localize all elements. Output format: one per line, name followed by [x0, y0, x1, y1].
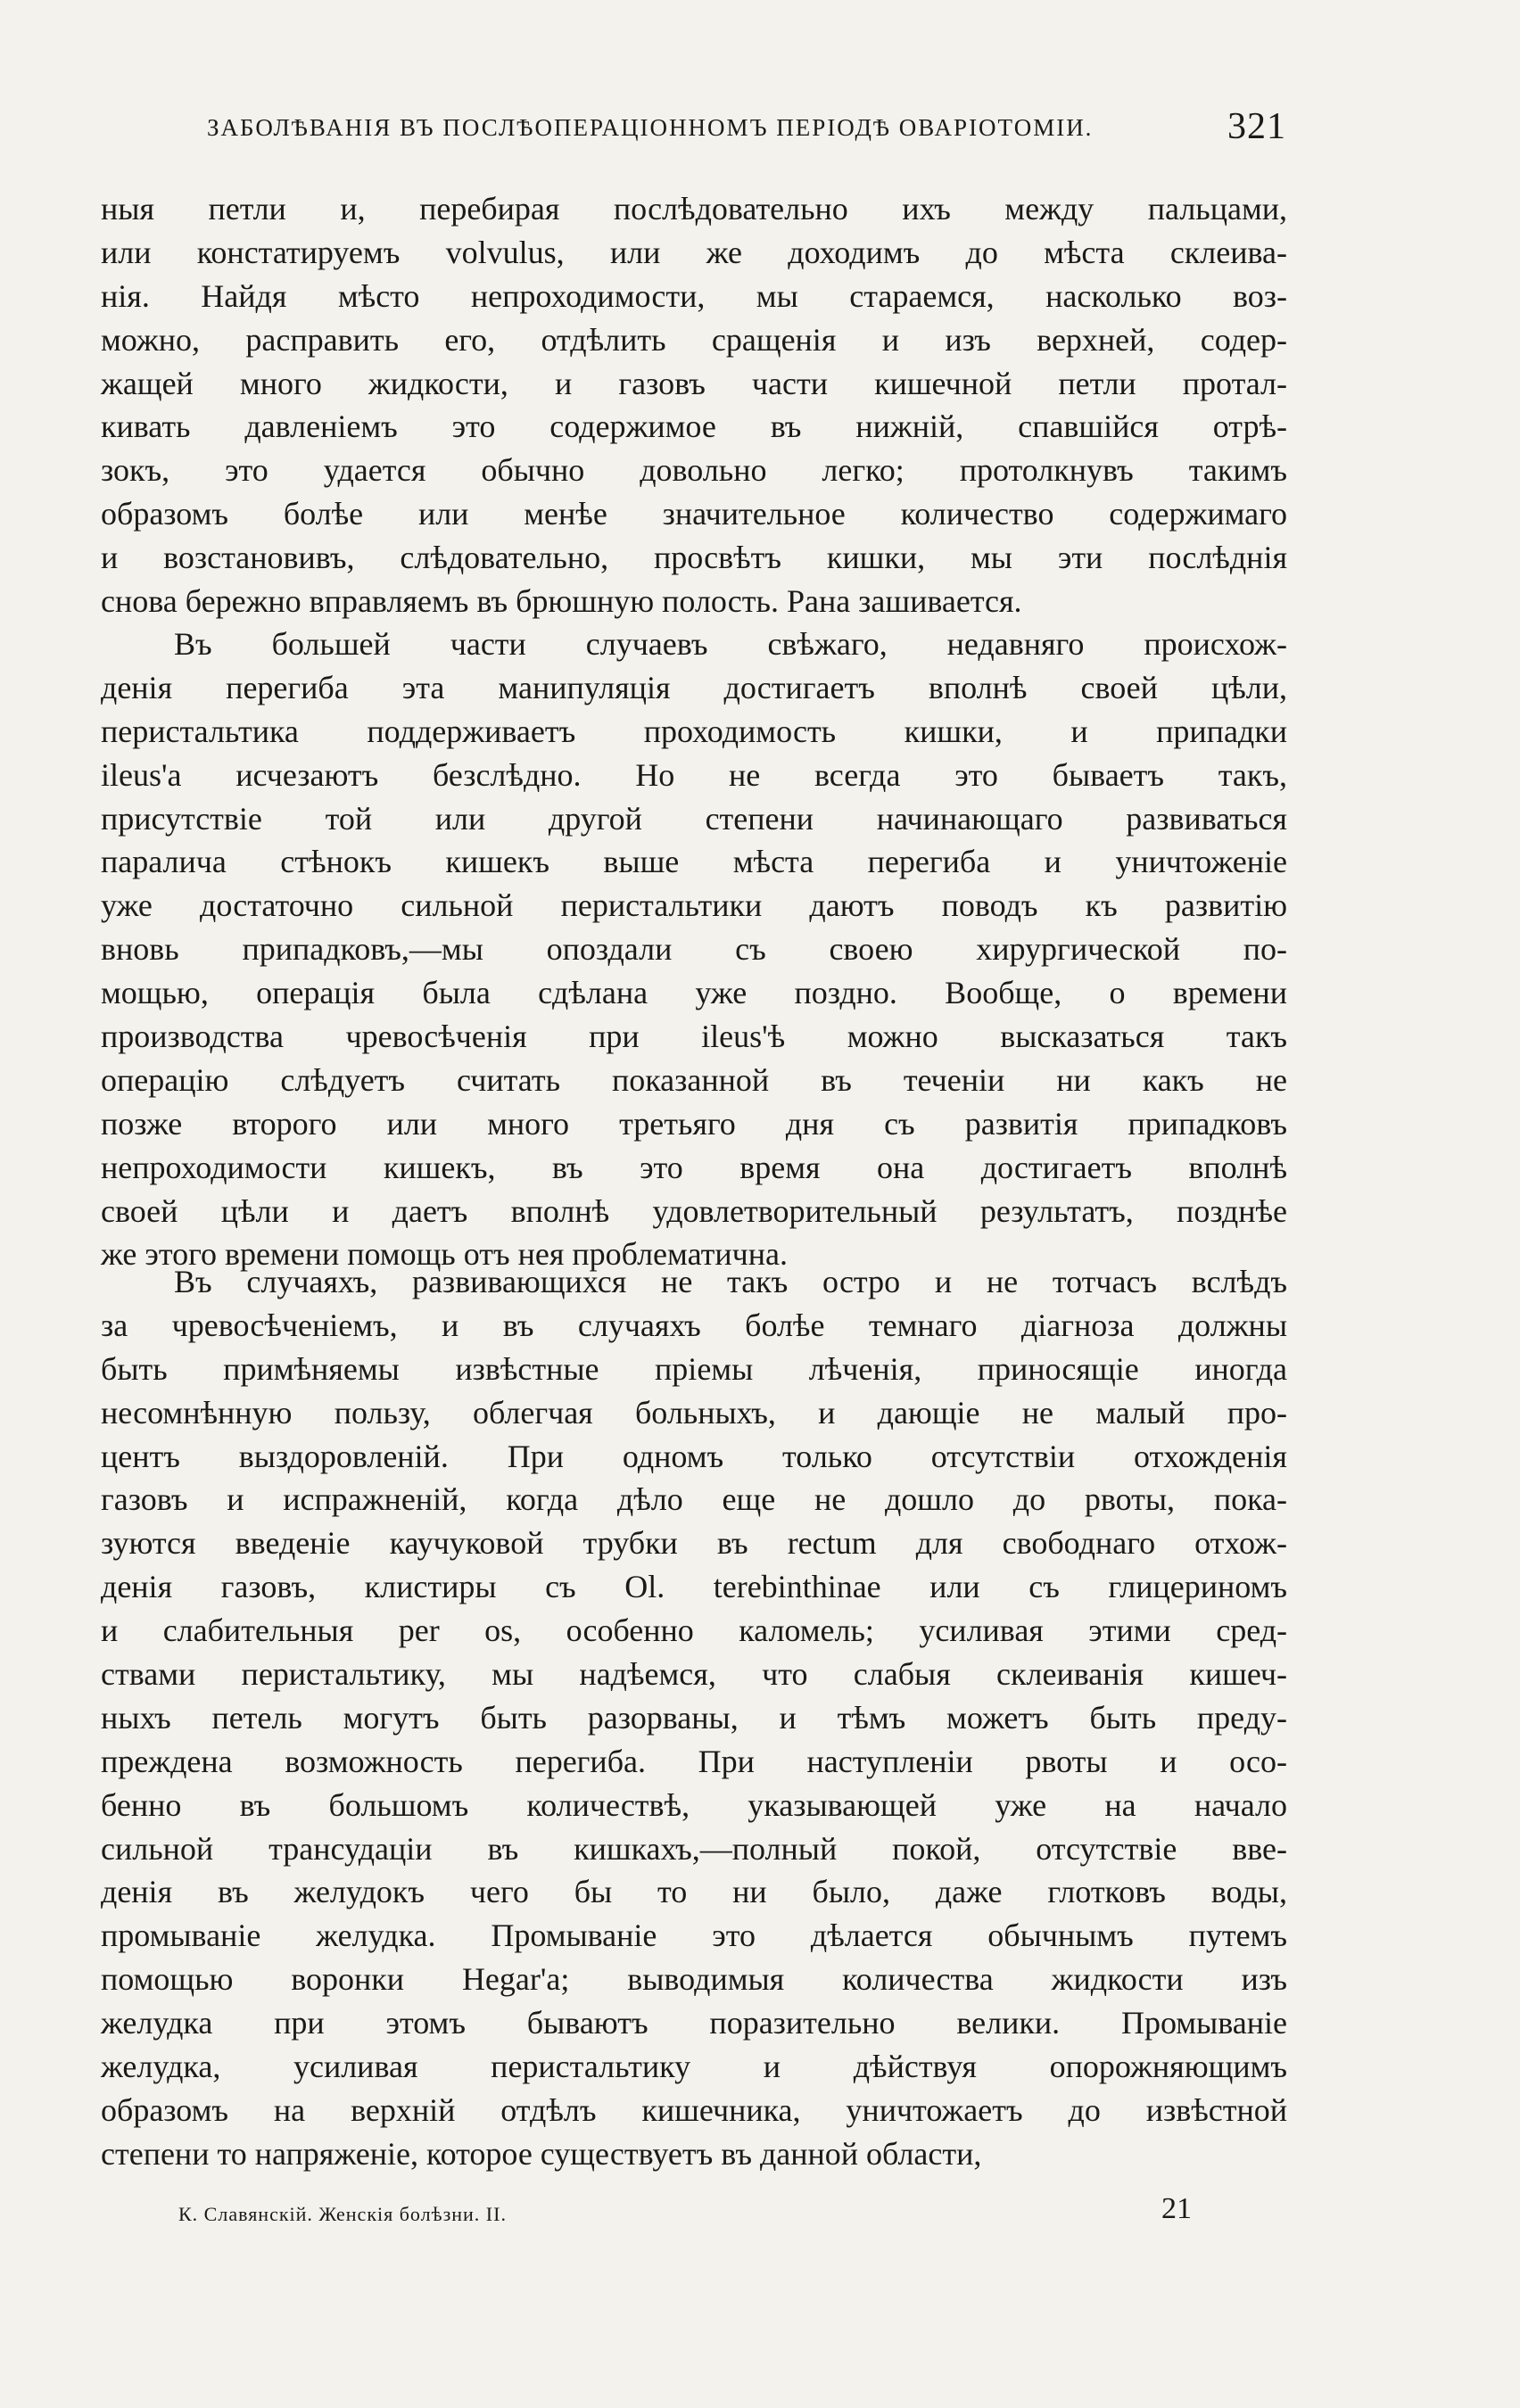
- text-line: присутствіе той или другой степени начинающаго развиваться: [101, 800, 1287, 837]
- text-line: денія газовъ, клистиры съ Ol. terebinthinae или съ глицериномъ: [101, 1569, 1287, 1605]
- text-line: непроходимости кишекъ, въ это время она достигаетъ вполнѣ: [101, 1149, 1287, 1185]
- text-line: производства чревосѣченія при ileus'ѣ можно высказаться такъ: [101, 1018, 1287, 1055]
- text-line: образомъ болѣе или менѣе значительное количество содержимаго: [101, 496, 1287, 532]
- page-number: 321: [1227, 106, 1286, 147]
- text-line: или констатируемъ volvulus, или же доходимъ до мѣста склеива-: [101, 234, 1287, 270]
- text-line: своей цѣли и даетъ вполнѣ удовлетворительный результатъ, позднѣе: [101, 1192, 1287, 1229]
- text-line: быть примѣняемы извѣстные пріемы лѣченія, приносящіе иногда: [101, 1350, 1287, 1387]
- text-line: преждена возможность перегиба. При наступленіи рвоты и осо-: [101, 1743, 1287, 1779]
- text-line: желудка, усиливая перистальтику и дѣйствуя опорожняющимъ: [101, 2049, 1287, 2085]
- text-line: перистальтика поддерживаетъ проходимость кишки, и припадки: [101, 713, 1287, 749]
- footer-signature: К. Славянскій. Женскія болѣзни. II.: [178, 2203, 507, 2225]
- text-line: зуются введеніе каучуковой трубки въ rectum для свободнаго отхож-: [101, 1525, 1287, 1562]
- text-line: кивать давленіемъ это содержимое въ нижній, спавшійся отрѣ-: [101, 408, 1287, 445]
- paragraph-3: [101, 1260, 1287, 2176]
- text-line: Въ случаяхъ, развивающихся не такъ остро и не тотчасъ вслѣдъ: [174, 1264, 1287, 1299]
- text-line: вновь припадковъ,—мы опоздали съ своею хирургической по-: [101, 931, 1287, 968]
- text-line: позже второго или много третьяго дня съ развитія припадковъ: [101, 1105, 1287, 1142]
- text-line: Въ большей части случаевъ свѣжаго, недавняго происхож-: [174, 626, 1287, 662]
- text-line: несомнѣнную пользу, облегчая больныхъ, и дающіе не малый про-: [101, 1394, 1287, 1431]
- text-line: желудка при этомъ бываютъ поразительно велики. Промываніе: [101, 2005, 1287, 2041]
- text-line: ствами перистальтику, мы надѣемся, что слабыя склеиванія кишеч-: [101, 1656, 1287, 1693]
- text-line: уже достаточно сильной перистальтики даютъ поводъ къ развитію: [101, 887, 1287, 924]
- text-line: денія въ желудокъ чего бы то ни было, даже глотковъ воды,: [101, 1874, 1287, 1910]
- text-line: газовъ и испражненій, когда дѣло еще не дошло до рвоты, пока-: [101, 1481, 1287, 1518]
- paragraph-1: [101, 187, 1287, 623]
- text-line: степени то напряженіе, которое существуетъ въ данной области,: [101, 2135, 982, 2172]
- text-line: бенно въ большомъ количествѣ, указывающей уже на начало: [101, 1786, 1287, 1823]
- text-line: сильной трансудаціи въ кишкахъ,—полный покой, отсутствіе вве-: [101, 1830, 1287, 1867]
- text-line: снова бережно вправляемъ въ брюшную полость. Рана зашивается.: [101, 583, 1022, 620]
- text-line: промываніе желудка. Промываніе это дѣлается обычнымъ путемъ: [101, 1917, 1287, 1954]
- text-line: ileus'а исчезаютъ безслѣдно. Но не всегда это бываетъ такъ,: [101, 756, 1287, 793]
- text-line: помощью воронки Hegar'а; выводимыя количества жидкости изъ: [101, 1961, 1287, 1998]
- text-line: мощью, операція была сдѣлана уже поздно. Вообще, о времени: [101, 975, 1287, 1011]
- text-line: за чревосѣченіемъ, и въ случаяхъ болѣе темнаго діагноза должны: [101, 1307, 1287, 1343]
- text-line: и возстановивъ, слѣдовательно, просвѣтъ кишки, мы эти послѣднія: [101, 540, 1287, 576]
- text-line: центъ выздоровленій. При одномъ только отсутствіи отхожденія: [101, 1438, 1287, 1474]
- text-line: можно, расправить его, отдѣлить сращенія и изъ верхней, содер-: [101, 321, 1287, 358]
- text-line: паралича стѣнокъ кишекъ выше мѣста перегиба и уничтоженіе: [101, 844, 1287, 880]
- text-line: нія. Найдя мѣсто непроходимости, мы стараемся, насколько воз-: [101, 277, 1287, 314]
- text-line: ныхъ петель могутъ быть разорваны, и тѣмъ можетъ быть преду-: [101, 1699, 1287, 1736]
- text-line: операцію слѣдуетъ считать показанной въ теченіи ни какъ не: [101, 1061, 1287, 1098]
- text-line: ныя петли и, перебирая послѣдовательно ихъ между пальцами,: [101, 191, 1287, 227]
- text-line: денія перегиба эта манипуляція достигаетъ вполнѣ своей цѣли,: [101, 669, 1287, 705]
- text-line: же этого времени помощь отъ нея проблематична.: [101, 1236, 788, 1273]
- paragraph-2: [101, 623, 1287, 1276]
- running-title: ЗАБОЛѢВАНІЯ ВЪ ПОСЛѢОПЕРАЦІОННОМЪ ПЕРІОДѢ ОВАРІОТОМІИ.: [207, 114, 1094, 141]
- text-line: и слабительныя per os, особенно каломель; усиливая этими сред-: [101, 1612, 1287, 1649]
- text-line: жащей много жидкости, и газовъ части кишечной петли протал-: [101, 365, 1287, 401]
- text-line: зокъ, это удается обычно довольно легко; протолкнувъ такимъ: [101, 452, 1287, 489]
- text-line: образомъ на верхній отдѣлъ кишечника, уничтожаетъ до извѣстной: [101, 2091, 1287, 2128]
- sheet-number: 21: [1161, 2192, 1192, 2225]
